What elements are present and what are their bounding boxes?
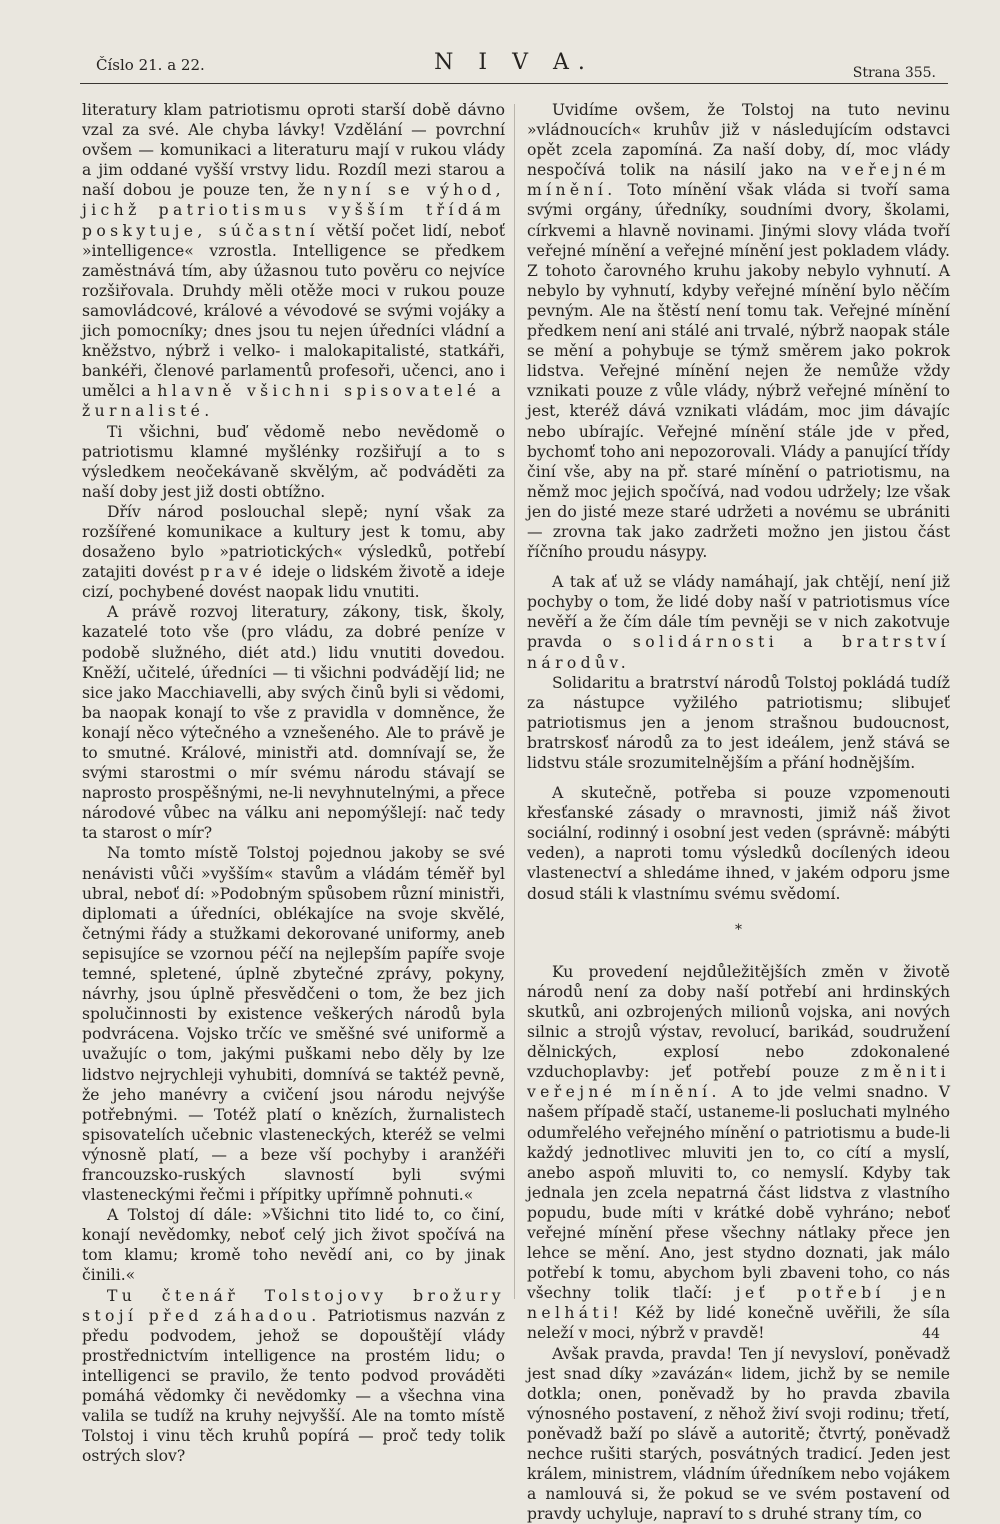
text-run: A to jde velmi snadno. V našem případě stačí, ustaneme-li posluchati mylného odumřelého veřejného mínění o patriotismu a bude-li každý jednotlivec mluviti jen to, co cítí a myslí, anebo aspoň mluviti to, co nemyslí. Kdyby tak jednala jen zcela nepatrná část lidstva z vlastního popudu, bude míti v krátké době vyhráno; neboť veřejné mínění přese všechny nátlaky přece jen lehce se mění. Ano, jest stydno doznati, jak málo potřebí k tomu, abychom byli zbaveni toho, co nás všechny tolik tlačí: <box>527 1083 951 1303</box>
spaced-emphasis: pravé <box>199 563 267 582</box>
text-run: Na tomto místě Tolstoj pojednou jakoby se své nenávisti vůči »vyšším« stavům a vládám téměř byl ubral, neboť dí: »Podobným spůsobem různí ministři, diplomati a úředníci, oblékajíce na svoje skvělé, četnými řády a stužkami dekorované uniformy, aneb sepisujíce se vzornou péčí na nejlepším papíře svoje temné, spletené, úplně zbytečné zprávy, pokyny, návrhy, jsou úplně přesvědčeni o tom, že bez jich spolučinnosti by existence veškerých národů byla podvrácena. Vojsko trčíc ve směšné své uniformě a uvažujíc o tom, jakými puškami nebo děly by lze lidstvo nejrychleji vyhubiti, domnívá se taktéž pevně, že jeho manévry a cvičení jsou národu nejvýše potřebnými. — Totéž platí o knězích, žurnalistech spisovatelích učebnic vlasteneckých, kteréž se velmi výnosně platí, — a beze vší pochyby i aranžéři francouzsko-ruských slavností byli svými vlasteneckými řečmi i přípitky upřímně pohnuti.« <box>82 844 505 1205</box>
text-run: ideje o lidském životě a ideje cizí, pochybené dovést naopak lidu vnutiti. <box>82 563 505 602</box>
paragraph <box>527 572 950 672</box>
paragraph <box>527 783 950 904</box>
spaced-emphasis: solidárnosti a bratrství národův. <box>527 633 950 672</box>
spaced-emphasis: změniti veřejné mínění. <box>527 1063 950 1102</box>
paragraph <box>82 1205 505 1285</box>
page-number: Strana 355. <box>852 65 936 81</box>
running-header <box>80 50 948 84</box>
text-run: literatury klam patriotismu oproti starší době dávno vzal za své. Ale chyba lávky! Vzdělání — povrchní ovšem — komunikaci a literaturu mají v rukou vlády a jim oddané vyšší vrstvy lidu. Rozdíl mezi starou a naší dobou je pouze ten, že <box>82 101 505 200</box>
paragraph <box>527 100 950 562</box>
text-run: Patriotismus nazván z předu podvodem, jehož se dopouštějí vlády prostřednictvím intelligence na prostém lidu; o intelligenci se pravilo, že tento podvod prováděti pomáhá vědomky či nevědomky — a všechna vina valila se tudíž na kruhy nejvyšší. Ale na tomto místě Tolstoj i vinu těch kruhů popírá — proč tedy tolik ostrých slov? <box>82 1306 505 1466</box>
column-divider <box>514 104 515 1299</box>
text-run: Avšak pravda, pravda! Ten jí nevysloví, poněvadž jest snad díky »zavázán« lidem, jichž by se nemile dotkla; onen, poněvadž by ho pravda zbavila výnosného postavení, z něhož živí svoji rodinu; třetí, poněvadž baží po slávě a autoritě; čtvrtý, poněvadž nechce rušiti starých, posvátných tradicí. Jeden jest králem, ministrem, vládním úředníkem nebo vojákem a namlouvá si, že pokud se ve svém postavení od pravdy uchyluje, napraví to s druhé strany tím, co <box>527 1344 950 1524</box>
page-folio: 44 <box>922 1326 940 1342</box>
text-run: Toto mínění však vláda si tvoří sama svými orgány, úředníky, soudními dvory, školami, církvemi a hlavně novinami. Jinými slovy vláda tvoří veřejné mínění a veřejné mínění jest pokladem vlády. Z tohoto čarovného kruhu jakoby nebylo vyhnutí. A nebylo by vyhnutí, kdyby veřejné mínění bylo něčím pevným. Ale na štěstí není tomu tak. Veřejné mínění předkem není ani stálé ani trvalé, nýbrž naopak stále se mění a pohybuje se týmž směrem jako pokrok lidstva. Veřejné mínění nejen že nemůže vždy vznikati pouze z vůle vlády, nýbrž veřejné mínění to jest, kteréž dává vznikati vládám, moc jim dávajíc nebo ubírajíc. Veřejné mínění stále jde v před, bychomť toho ani nepozorovali. Vlády a panující třídy činí vše, aby na př. staré mínění o patriotismu, na němž moc jejich spočívá, nad vodou udržely; lze však jen do jisté meze staré udržeti a novému se ubrániti — zrovna tak jako zadržeti možno jen jistou část říčního proudu násypy. <box>527 181 950 562</box>
text-run: větší počet lidí, neboť »intelligence« vzrostla. Intelligence se předkem zaměstnává tím, aby úžasnou tuto pověru co nejvíce rozšiřovala. Druhdy měli otěže moci v rukou pouze samovládcové, králové a vévodové se svými vojáky a jich pomocníky; dnes jsou tu nejen úředníci vládní a kněžstvo, nýbrž i velko- i malokapitalisté, statkáři, bankéři, členové parlamentů profesoři, učenci, ano i umělci a <box>82 221 505 401</box>
text-run: Kéž by lidé konečně uvěřili, že síla neleží v moci, nýbrž v pravdě! <box>527 1304 950 1343</box>
text-run: Dřív národ poslouchal slepě; nyní však za rozšířené komunikace a kultury jest k tomu, aby dosaženo bylo »patriotických« výsledků, potřebí zatajiti dovést <box>82 502 505 582</box>
paragraph <box>527 1344 950 1524</box>
text-run: Uvidíme ovšem, že Tolstoj na tuto nevinu »vládnoucích« kruhův již v následujícím odstavci opět zcela zapomíná. Za naší doby, dí, moc vlády nespočívá tolik na násilí jako na <box>527 101 950 180</box>
spaced-emphasis: jeť potřebí jen nelháti! <box>527 1284 950 1323</box>
section-separator: * <box>735 921 742 938</box>
right-column <box>527 100 950 1524</box>
paragraph <box>527 962 950 1344</box>
paragraph <box>82 602 505 843</box>
spaced-emphasis: hlavně všichni spisovatelé a žurnalisté. <box>82 382 505 421</box>
paragraph <box>82 422 505 502</box>
text-run: A Tolstoj dí dále: »Všichni tito lidé to, co činí, konají nevědomky, neboť celý jich život spočívá na tom klamu; kromě toho nevědí ani, co by jinak činili.« <box>82 1206 505 1285</box>
spaced-emphasis: nyní se výhod, jichž patriotismus vyšším třídám poskytuje, súčastní <box>82 181 505 240</box>
journal-title: N I V A. <box>434 50 594 75</box>
paragraph <box>82 100 505 422</box>
paragraph <box>82 843 505 1205</box>
paragraph <box>527 673 950 773</box>
text-run: Solidaritu a bratrství národů Tolstoj pokládá tudíž za nástupce vyžilého patriotismu; slibujeť patriotismus jen a jenom strašnou budoucnost, bratrskosť národů za to jest ideálem, jenž stává se lidstvu stále srozumitelnějším a přání hodnějším. <box>527 673 950 772</box>
header-rule <box>80 83 948 84</box>
issue-number: Číslo 21. a 22. <box>96 56 205 74</box>
text-run: A skutečně, potřeba si pouze vzpomenouti křesťanské zásady o mravnosti, jimiž náš život sociální, rodinný i osobní jest veden (správně: mábýti veden), a naproti tomu výsledků docílených ideou vlastenectví a shledáme ihned, v jakém odporu jsme dosud stáli k vlastnímu svému svědomí. <box>527 784 950 903</box>
text-run: Ku provedení nejdůležitějších změn v životě národů není za doby naší potřebí ani hrdinských skutků, ani ozbrojených milionů vojska, ani nových silnic a strojů výstav, revolucí, barikád, soudružení dělnických, explosí nebo zdokonalené vzduchoplavby: jeť potřebí pouze <box>527 962 950 1082</box>
spaced-emphasis: Tu čtenář Tolstojovy brožury stojí před záhadou. <box>82 1286 505 1325</box>
spaced-emphasis: veřejném mínění. <box>527 161 950 200</box>
left-column <box>82 100 505 1466</box>
paragraph <box>82 502 505 602</box>
text-run: A tak ať už se vlády namáhají, jak chtějí, není již pochyby o tom, že lidé doby naší v patriotismus více nevěří a že čím dále tím pevněji se v nich zakotvuje pravda o <box>527 573 950 652</box>
text-run: A právě rozvoj literatury, zákony, tisk, školy, kazatelé toto vše (pro vládu, za dobré peníze v podobě služného, diét atd.) lidu vnutiti dovedou. Kněží, učitelé, úředníci — ti všichni podvádějí lid; ne sice jako Macchiavelli, aby svých činů byli si vědomi, ba naopak konají to vše z pravidla v domněnce, že konají něco výtečného a vznešeného. Ale to právě je to smutné. Králové, ministři atd. domnívají se, že svými starostmi o mír svému národu stávají se naprosto prospěšnými, ne-li nevyhnutelnými, a přece národové vůbec na válku ani nepomýšlejí: nač tedy ta starost o mír? <box>82 603 505 843</box>
text-run: Ti všichni, buď vědomě nebo nevědomě o patriotismu klamné myšlénky rozšiřují a to s výsledkem neočekávaně skvělým, ač podváděti za naší doby jest již dosti obtížno. <box>82 422 505 501</box>
paragraph <box>82 1286 505 1467</box>
